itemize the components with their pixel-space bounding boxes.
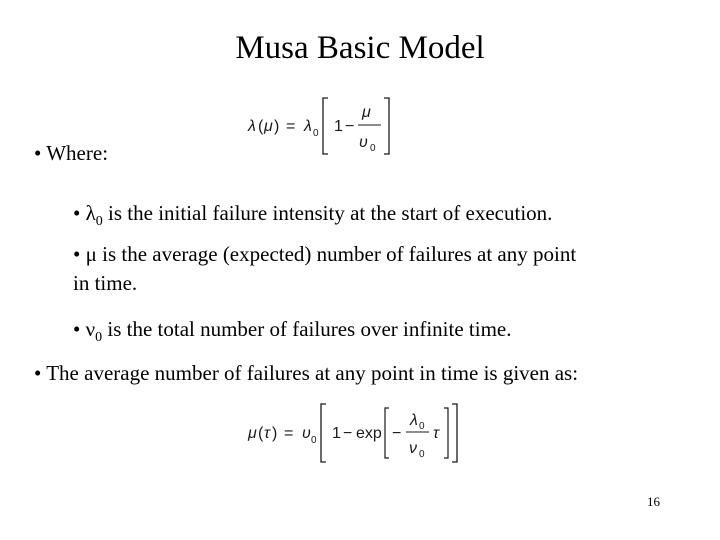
page-number: 16 [647,494,660,509]
formula2-inner-left-bracket [385,408,389,458]
definition-bullet: • [73,242,81,266]
formula2-equals: = [284,425,294,442]
definition-mu [73,241,576,268]
definition-bullet: • [73,317,81,341]
formula1-mu: μ [264,118,273,135]
formula1-one: 1 [334,118,343,135]
formula2-inner-right-bracket [444,408,448,458]
formula2-minus: − [343,425,353,442]
formula1-numerator-mu: μ [362,104,371,121]
lambda-definition-text: is the initial failure intensity at the start of execution. [102,201,553,225]
formula2-inner-minus: − [392,425,402,442]
formula2-nu-sub: 0 [419,449,425,460]
nu-symbol: ν [85,317,96,341]
svg-text:): ) [274,118,280,135]
formula1-lambda0-sub: 0 [313,128,319,139]
formula2-outer-right-bracket [452,404,457,462]
formula2-exp: exp [356,425,382,442]
mu-definition-text: is the average (expected) number of failures at any point [96,242,577,266]
formula2-nu0-sub: 0 [311,435,317,446]
svg-text:(: ( [258,425,264,442]
definition-bullet: • [73,201,81,225]
definition-lambda0 [73,200,552,230]
definition-mu-continuation: in time. [73,271,138,295]
formula2-nu0: υ [302,425,311,442]
formula2-denominator-nu: ν [409,440,417,457]
formula1-minus: − [345,118,355,135]
svg-text:(: ( [258,118,264,135]
lambda-subscript: 0 [95,214,103,229]
formula1-lambda: λ [248,118,256,135]
formula1-right-bracket [384,98,389,154]
where-line [34,140,108,167]
formula2-numerator-lambda: λ [410,412,418,429]
failure-intensity-formula [244,92,394,158]
formula2-tau: τ [264,425,270,442]
mu-symbol: μ [85,242,97,266]
formula1-equals: = [286,118,296,135]
where-bullet: • [34,141,42,165]
formula2-one: 1 [332,425,341,442]
nu-definition-text: is the total number of failures over infinite time. [102,317,512,341]
slide-title: Musa Basic Model [235,30,485,66]
average-statement-text: The average number of failures at any point in time is given as: [46,361,579,385]
formula2-outer-left-bracket [321,404,326,462]
formula1-nu-sub: 0 [370,143,376,154]
formula2-tau-factor: τ [433,425,439,442]
formula1-denominator-nu: υ [359,134,368,151]
nu-subscript: 0 [95,330,103,345]
formula2-lambda-sub: 0 [419,421,425,432]
formula1-lambda0: λ [304,118,312,135]
formula2-mu: μ [248,425,257,442]
where-label: Where: [46,141,109,165]
lambda-symbol: λ [85,201,96,225]
average-bullet: • [34,361,42,385]
mean-failures-formula [244,400,469,466]
formula1-left-bracket [323,98,328,154]
definition-nu0 [73,316,512,346]
svg-text:): ) [272,425,278,442]
average-statement [34,360,578,387]
